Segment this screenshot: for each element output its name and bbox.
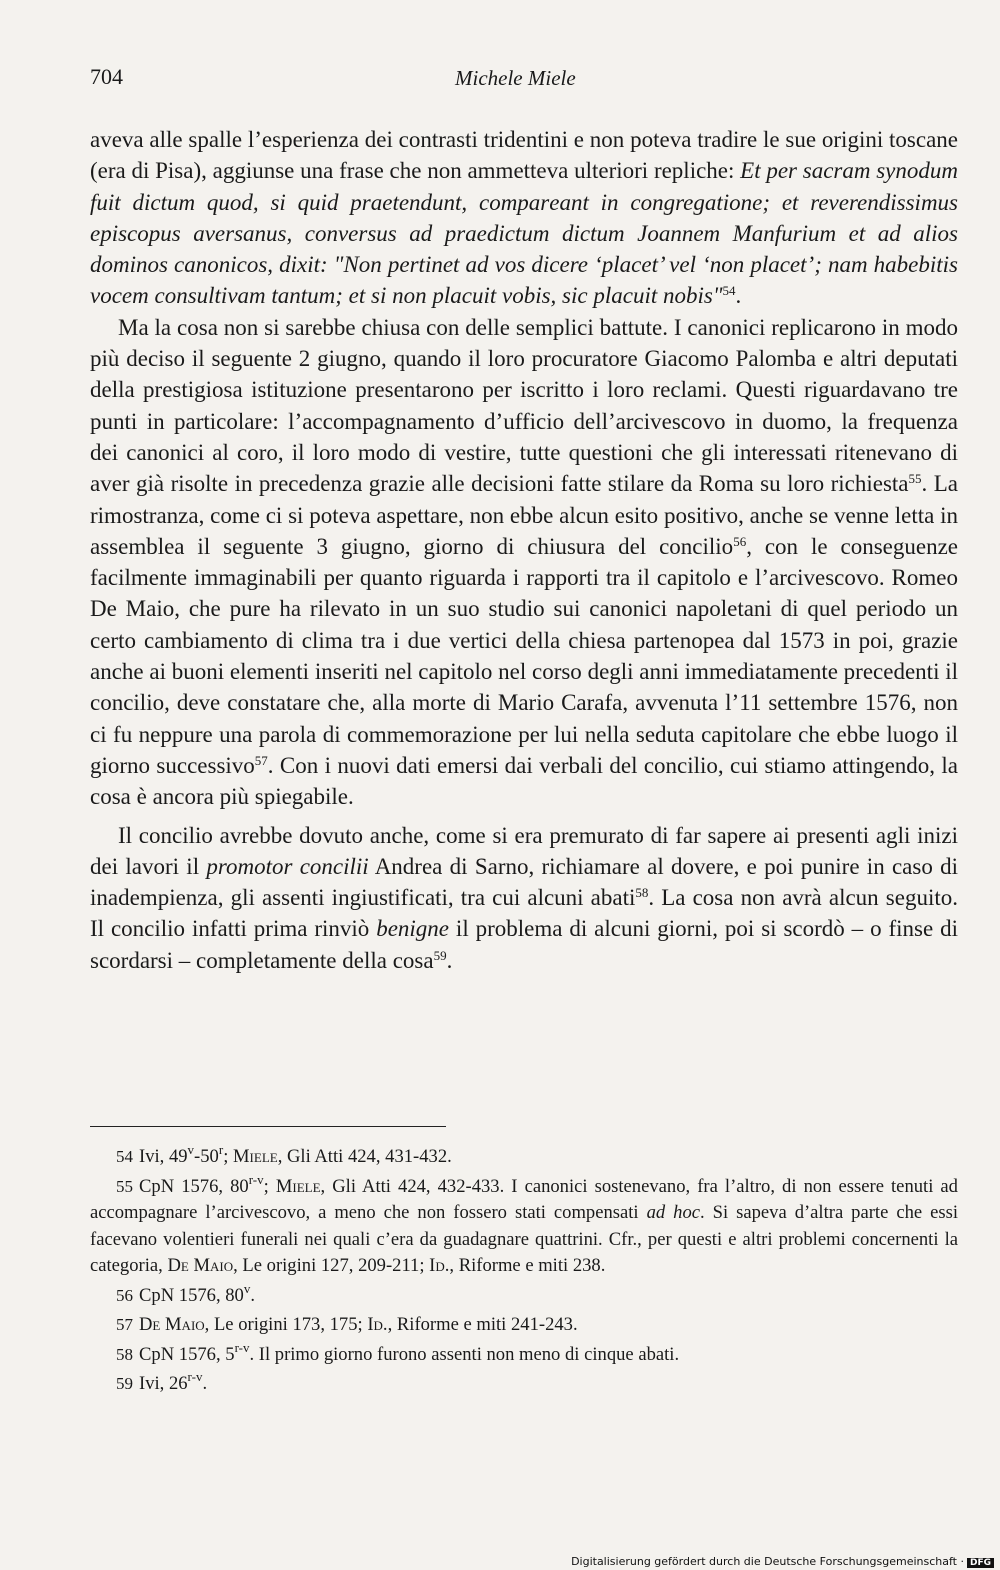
text-run: . La cosa non avrà alcun seguito. Il concilio infatti prima rinviò — [90, 885, 958, 942]
footnote-number: 58 — [116, 1344, 133, 1364]
footnote-56 — [90, 1280, 958, 1310]
text-run: , Le origini 127, 209-211; — [233, 1255, 430, 1276]
text-run: . — [202, 1373, 208, 1394]
author-name: De Maio — [167, 1255, 234, 1276]
text-run: CpN 1576, 80 — [139, 1284, 244, 1306]
digitization-credit — [571, 1555, 994, 1568]
page-header — [90, 64, 960, 98]
text-run: CpN 1576, 5 — [139, 1343, 235, 1365]
footnote-55 — [90, 1171, 958, 1280]
text-run: , Riforme e miti 238. — [449, 1255, 606, 1276]
footnote-ref-55: 55 — [908, 471, 922, 487]
text-run: . La rimostranza, come ci si poteva aspettare, non ebbe alcun esito positivo, anche se venne letta in assemblea il seguente 3 giugno, giorno di chiusura del concilio — [90, 471, 958, 559]
text-run: Ivi, 26 — [139, 1373, 188, 1394]
text-run: , Gli Atti 424, 432-433. I canonici sostenevano, fra l’altro, di non essere tenuti ad accompagnare l’arcivescovo, a meno che non fossero stati compensati — [90, 1175, 958, 1223]
footnote-number: 54 — [116, 1147, 133, 1166]
text-run: . — [735, 283, 742, 309]
credit-text: Digitalisierung gefördert durch die Deutsche Forschungsgemeinschaft · — [571, 1555, 964, 1568]
footnote-ref-56: 56 — [733, 533, 747, 549]
author-name: Id. — [367, 1314, 388, 1335]
folio-sup: r — [218, 1142, 224, 1157]
dfg-logo: DFG — [967, 1558, 994, 1568]
italic-term: ad hoc — [646, 1202, 701, 1223]
footnote-58 — [90, 1339, 958, 1369]
page-number: 704 — [90, 64, 123, 89]
footnote-number: 57 — [116, 1315, 133, 1334]
paragraph-2 — [90, 312, 958, 813]
folio-sup: v — [187, 1142, 195, 1157]
footnote-number: 59 — [116, 1374, 133, 1393]
text-run: , Gli Atti 424, 431-432. — [277, 1146, 452, 1167]
text-run: . Il primo giorno furono assenti non meno di cinque abati. — [249, 1343, 680, 1365]
footnotes — [90, 1144, 958, 1398]
main-text — [90, 124, 958, 976]
italic-term: benigne — [376, 916, 450, 942]
footnote-ref-54: 54 — [722, 283, 736, 299]
footnote-ref-57: 57 — [254, 752, 268, 768]
footnote-ref-59: 59 — [433, 947, 447, 963]
footnote-number: 56 — [116, 1285, 133, 1305]
paragraph-1 — [90, 124, 958, 312]
text-run: -50 — [194, 1146, 219, 1167]
text-run: ; — [223, 1146, 234, 1167]
latin-quotation: Et per sacram synodum fuit dictum quod, si quid praetendunt, comparеant in congregatione; et reverendissimus episcopus aversanus, conversus ad praedictum dictum Joannem Manfurium et ad alios dominos canonicos, dixit: "Non pertinet ad vos dicere ‘placet’ vel ‘non placet’; nam habebitis vocem consultivam tantum; et si non placuit vobis, sic placuit nobis" — [90, 158, 958, 309]
text-run: . — [250, 1284, 256, 1306]
text-run: ; — [263, 1175, 276, 1197]
author-name: Miele — [233, 1146, 278, 1167]
author-name: Miele — [275, 1175, 321, 1197]
text-run: , Riforme e miti 241-243. — [387, 1314, 578, 1335]
paragraph-3 — [90, 820, 958, 976]
text-run: , Le origini 173, 175; — [204, 1314, 368, 1335]
text-run: . Si sapeva d’altra parte che essi facevano volentieri funerali nei quali c’era da guadagnare quattrini. Cfr., per questi e altri problemi concernenti la categoria, — [90, 1202, 958, 1276]
author-name: De Maio — [139, 1314, 205, 1335]
text-run: CpN 1576, 80 — [139, 1175, 249, 1197]
text-run: Ivi, 49 — [139, 1146, 188, 1167]
text-run: . — [446, 947, 453, 973]
footnote-57 — [90, 1312, 958, 1339]
footnote-54 — [90, 1144, 958, 1171]
text-run: Il concilio avrebbe dovuto anche, come si era premurato di far sapere ai presenti agli inizi dei lavori il — [90, 822, 958, 879]
footnote-59 — [90, 1371, 958, 1398]
footnote-separator — [90, 1126, 446, 1127]
text-run: aveva alle spalle l’esperienza dei contrasti tridentini e non poteva tradire le sue origini toscane (era di Pisa), aggiunse una frase che non ammetteva ulteriori repliche: — [90, 127, 958, 184]
text-run: Ma la cosa non si sarebbe chiusa con delle semplici battute. I canonici replicarono in modo più deciso il seguente 2 giugno, quando il loro procuratore Giacomo Palomba e altri deputati della prestigiosa istituzione presentarono per iscritto i loro reclami. Questi riguardavano tre punti in particolare: l’accompagnamento d’ufficio dell’arcivescovo in duomo, la frequenza dei canonici al coro, il loro modo di vestire, tutte questioni che gli interessati ritenevano di aver già risolte in precedenza grazie alle decisioni fatte stilare da Roma su loro richiesta — [90, 314, 958, 497]
italic-term: promotor concilii — [206, 853, 369, 879]
folio-sup: r-v — [234, 1339, 250, 1355]
text-run: Andrea di Sarno, richiamare al dovere, e poi punire in caso di inadempienza, gli assenti ingiustificati, tra cui alcuni abati — [90, 853, 959, 911]
folio-sup: v — [243, 1280, 251, 1296]
folio-sup: r-v — [248, 1171, 264, 1187]
folio-sup: r-v — [187, 1369, 203, 1384]
footnote-ref-58: 58 — [635, 885, 649, 901]
text-run: . Con i nuovi dati emersi dai verbali del concilio, cui stiamo attingendo, la cosa è ancora più spiegabile. — [90, 752, 958, 810]
running-title: Michele Miele — [455, 66, 576, 90]
footnote-number: 55 — [116, 1176, 133, 1196]
author-name: Id. — [429, 1255, 450, 1276]
text-run: il problema di alcuni giorni, poi si scordò – o finse di scordarsi – completamente della cosa — [90, 916, 958, 973]
text-run: , con le conseguenze facilmente immaginabili per quanto riguarda i rapporti tra il capitolo e l’arcivescovo. Romeo De Maio, che pure ha rilevato in un suo studio sui canonici napoletani di quel periodo un certo cambiamento di clima tra i due vertici della chiesa partenopea dal 1573 in poi, grazie anche ai buoni elementi inseriti nel capitolo nel corso degli anni immediatamente precedenti il concilio, deve constatare che, alla morte di Mario Carafa, avvenuta l’11 settembre 1576, non ci fu neppure una parola di commemorazione per lui nella seduta capitolare che ebbe luogo il giorno successivo — [90, 533, 958, 778]
